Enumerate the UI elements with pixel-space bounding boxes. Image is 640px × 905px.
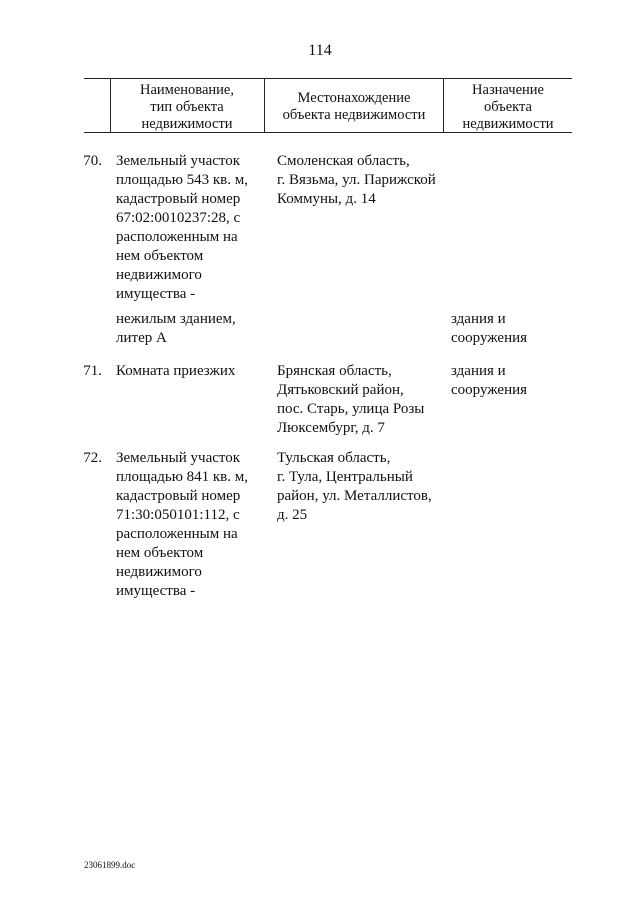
header-line: объекта (483, 99, 532, 115)
text-line: кадастровый номер (116, 488, 241, 504)
text-line: нем объектом (116, 545, 204, 561)
text-line: 71:30:050101:112, с (116, 507, 240, 523)
text-line: Тульская область, (277, 450, 391, 466)
table-top-rule (84, 78, 572, 79)
text-line: Брянская область, (277, 363, 392, 379)
text-line: д. 25 (277, 507, 308, 523)
row-name (116, 310, 236, 348)
text-line: литер А (116, 330, 167, 346)
header-line: недвижимости (141, 116, 233, 132)
text-line: имущества - (116, 583, 196, 599)
header-line: Наименование, (140, 82, 234, 98)
text-line: площадью 543 кв. м, (116, 172, 249, 188)
header-line: объекта недвижимости (282, 107, 426, 123)
row-purpose (451, 310, 527, 348)
row-location (277, 152, 436, 209)
text-line: Земельный участок (116, 153, 241, 169)
text-line: Земельный участок (116, 450, 241, 466)
header-line: недвижимости (462, 116, 554, 132)
text-line: Дятьковский район, (277, 382, 404, 398)
row-location (277, 449, 432, 525)
text-line: имущества - (116, 286, 196, 302)
text-line: здания и (451, 311, 506, 327)
text-line: 67:02:0010237:28, с (116, 210, 241, 226)
text-line: сооружения (451, 330, 528, 346)
row-name (116, 152, 248, 304)
row-purpose (451, 362, 527, 400)
text-line: нежилым зданием, (116, 311, 236, 327)
row-name (116, 449, 248, 601)
header-name-type (112, 82, 262, 133)
row-number: 71. (83, 363, 102, 379)
text-line: расположенным на (116, 229, 238, 245)
text-line: Коммуны, д. 14 (277, 191, 376, 207)
header-location (266, 90, 442, 124)
text-line: сооружения (451, 382, 528, 398)
header-line: тип объекта (150, 99, 224, 115)
column-divider (264, 78, 265, 133)
text-line: расположенным на (116, 526, 238, 542)
row-location (277, 362, 424, 438)
footer-filename: 23061899.doc (84, 860, 136, 870)
column-divider (110, 78, 111, 133)
header-line: Назначение (472, 82, 544, 98)
text-line: недвижимого (116, 564, 202, 580)
text-line: здания и (451, 363, 506, 379)
row-name (116, 362, 235, 381)
text-line: г. Тула, Центральный (277, 469, 413, 485)
text-line: г. Вязьма, ул. Парижской (277, 172, 436, 188)
text-line: пос. Старь, улица Розы (277, 401, 425, 417)
page-number: 114 (308, 42, 332, 59)
text-line: район, ул. Металлистов, (277, 488, 432, 504)
text-line: площадью 841 кв. м, (116, 469, 249, 485)
text-line: Комната приезжих (116, 363, 236, 379)
row-number: 72. (83, 450, 102, 466)
text-line: нем объектом (116, 248, 204, 264)
header-line: Местонахождение (297, 90, 411, 106)
header-purpose (445, 82, 571, 133)
text-line: недвижимого (116, 267, 202, 283)
text-line: кадастровый номер (116, 191, 241, 207)
text-line: Смоленская область, (277, 153, 410, 169)
text-line: Люксембург, д. 7 (277, 420, 385, 436)
column-divider (443, 78, 444, 133)
row-number: 70. (83, 153, 102, 169)
